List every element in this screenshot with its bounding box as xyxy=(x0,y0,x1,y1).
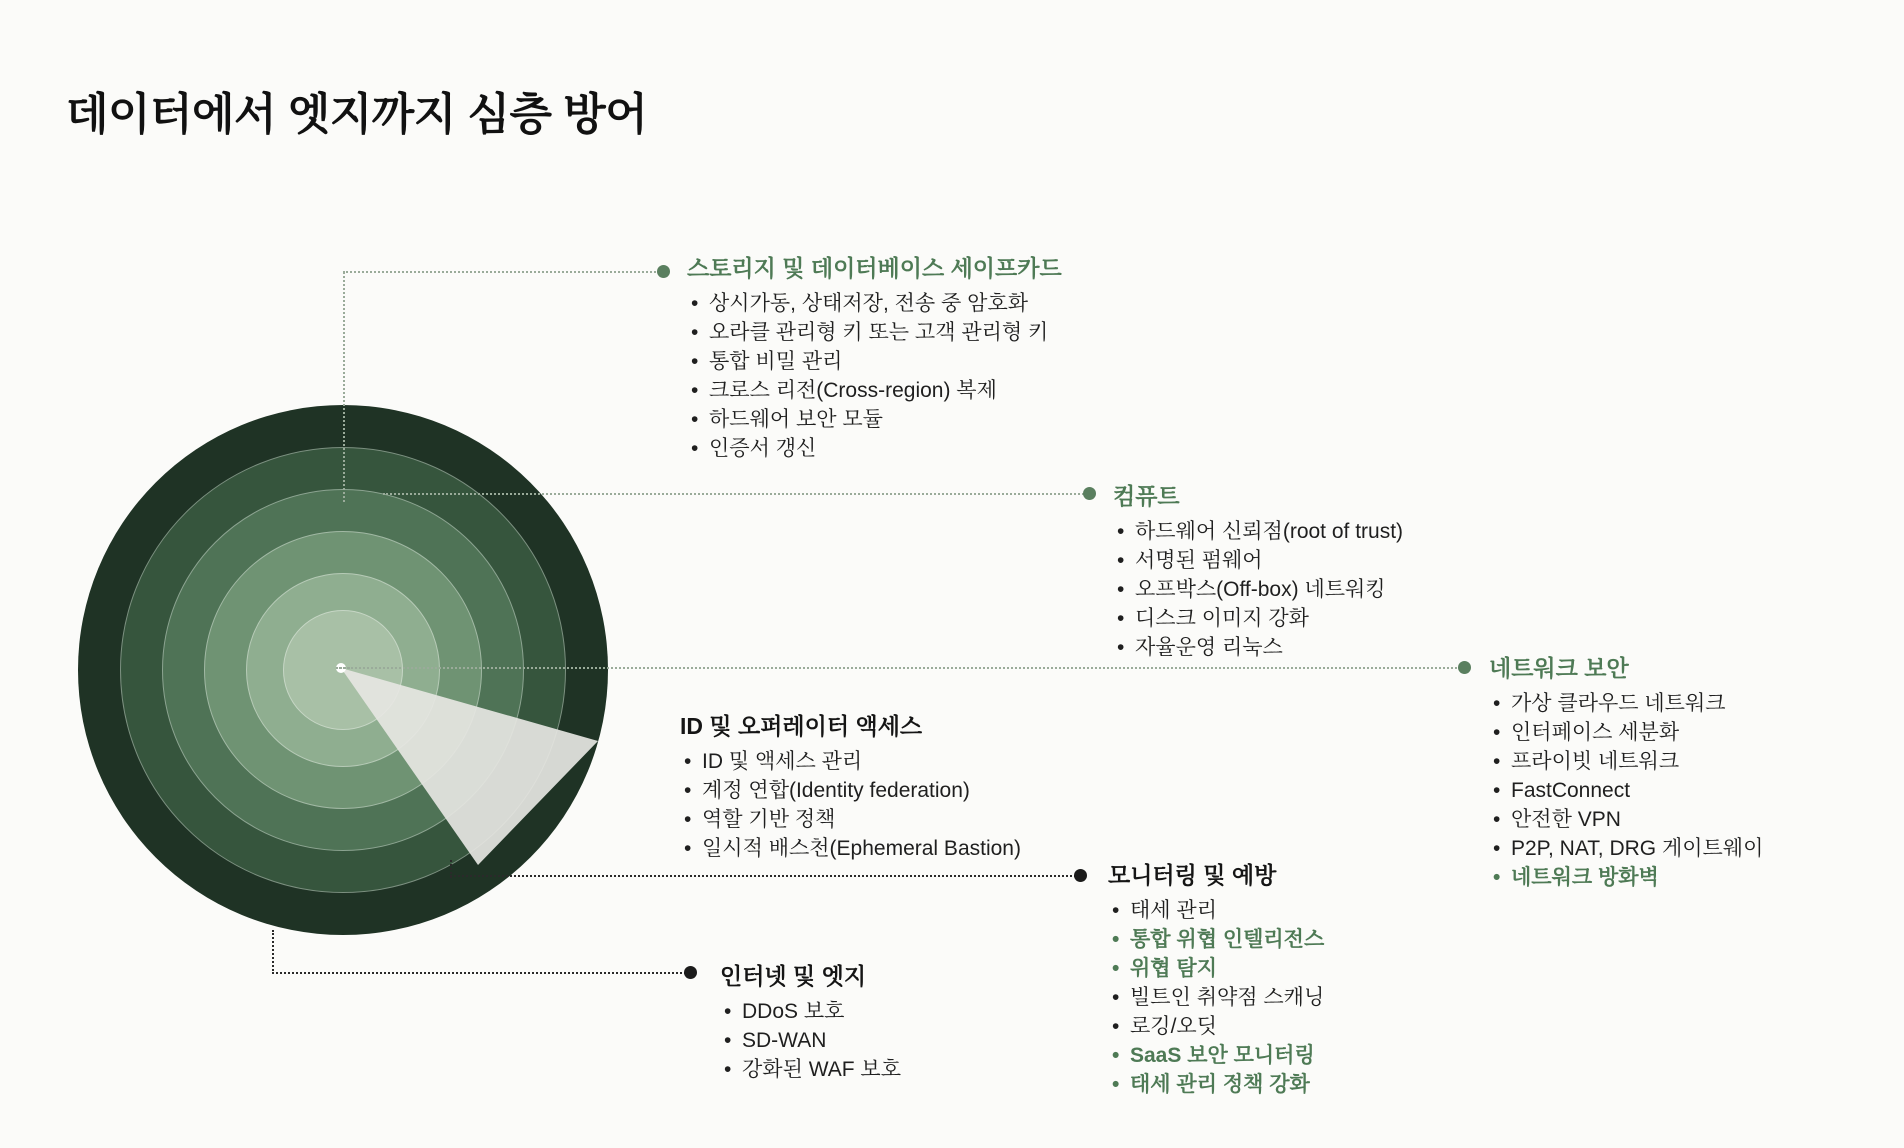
connector-internet-vertical xyxy=(272,930,274,974)
callout-storage xyxy=(687,250,1062,463)
list-item: • 통합 비밀 관리 xyxy=(687,347,1062,376)
callout-monitoring-prevention xyxy=(1108,857,1324,1099)
connector-storage-horizontal xyxy=(343,271,663,273)
callout-network-security xyxy=(1489,650,1763,892)
callout-compute-list xyxy=(1113,517,1403,662)
list-item: • 위협 탐지 xyxy=(1108,954,1324,983)
connector-storage-vertical xyxy=(343,272,345,502)
callout-internet-list xyxy=(720,997,901,1084)
list-item: • 일시적 배스천(Ephemeral Bastion) xyxy=(680,834,1021,863)
connector-monitoring-horizontal xyxy=(450,875,1080,877)
list-item: • 강화된 WAF 보호 xyxy=(720,1055,901,1084)
list-item: • 가상 클라우드 네트워크 xyxy=(1489,689,1763,718)
list-item: • 역할 기반 정책 xyxy=(680,805,1021,834)
callout-monitoring-title: 모니터링 및 예방 xyxy=(1108,862,1277,888)
callout-internet-title: 인터넷 및 엣지 xyxy=(720,963,867,989)
list-item: • 계정 연합(Identity federation) xyxy=(680,776,1021,805)
callout-identity-list xyxy=(680,747,1021,863)
list-item: • FastConnect xyxy=(1489,776,1763,805)
callout-storage-list xyxy=(687,289,1062,463)
list-item: • ID 및 액세스 관리 xyxy=(680,747,1021,776)
list-item: • 통합 위협 인텔리전스 xyxy=(1108,925,1324,954)
node-dot-network xyxy=(1458,661,1471,674)
callout-storage-title: 스토리지 및 데이터베이스 세이프카드 xyxy=(687,255,1062,281)
callout-identity-title: ID 및 오퍼레이터 액세스 xyxy=(680,713,923,739)
callout-internet-edge xyxy=(720,958,901,1084)
list-item: • P2P, NAT, DRG 게이트웨이 xyxy=(1489,834,1763,863)
node-dot-internet xyxy=(684,966,697,979)
callout-compute xyxy=(1113,478,1403,662)
list-item: • 디스크 이미지 강화 xyxy=(1113,604,1403,633)
list-item: • 상시가동, 상태저장, 전송 중 암호화 xyxy=(687,289,1062,318)
list-item: • 태세 관리 정책 강화 xyxy=(1108,1070,1324,1099)
connector-identity-stub xyxy=(340,667,350,669)
list-item: • 서명된 펌웨어 xyxy=(1113,546,1403,575)
list-item: • 오라클 관리형 키 또는 고객 관리형 키 xyxy=(687,318,1062,347)
connector-internet-horizontal xyxy=(272,972,690,974)
callout-identity-operator-access xyxy=(680,708,1021,863)
list-item: • SaaS 보안 모니터링 xyxy=(1108,1041,1324,1070)
list-item: • 크로스 리전(Cross-region) 복제 xyxy=(687,376,1062,405)
list-item: • 프라이빗 네트워크 xyxy=(1489,747,1763,776)
connector-network-horizontal xyxy=(336,667,1461,669)
list-item: • 하드웨어 신뢰점(root of trust) xyxy=(1113,517,1403,546)
list-item: • 로깅/오딧 xyxy=(1108,1012,1324,1041)
list-item: • SD-WAN xyxy=(720,1026,901,1055)
page-title: 데이터에서 엣지까지 심층 방어 xyxy=(66,90,648,139)
connector-compute-horizontal xyxy=(383,493,1087,495)
callout-network-title: 네트워크 보안 xyxy=(1489,655,1629,681)
list-item: • 인터페이스 세분화 xyxy=(1489,718,1763,747)
callout-network-list xyxy=(1489,689,1763,892)
list-item: • DDoS 보호 xyxy=(720,997,901,1026)
node-dot-compute xyxy=(1083,487,1096,500)
list-item: • 인증서 갱신 xyxy=(687,434,1062,463)
node-dot-monitoring xyxy=(1074,869,1087,882)
list-item: • 네트워크 방화벽 xyxy=(1489,863,1763,892)
list-item: • 오프박스(Off-box) 네트워킹 xyxy=(1113,575,1403,604)
list-item: • 자율운영 리눅스 xyxy=(1113,633,1403,662)
list-item: • 빌트인 취약점 스캐닝 xyxy=(1108,983,1324,1012)
list-item: • 안전한 VPN xyxy=(1489,805,1763,834)
node-dot-storage xyxy=(657,265,670,278)
list-item: • 태세 관리 xyxy=(1108,896,1324,925)
callout-compute-title: 컴퓨트 xyxy=(1113,483,1180,509)
callout-monitoring-list xyxy=(1108,896,1324,1099)
list-item: • 하드웨어 보안 모듈 xyxy=(687,405,1062,434)
